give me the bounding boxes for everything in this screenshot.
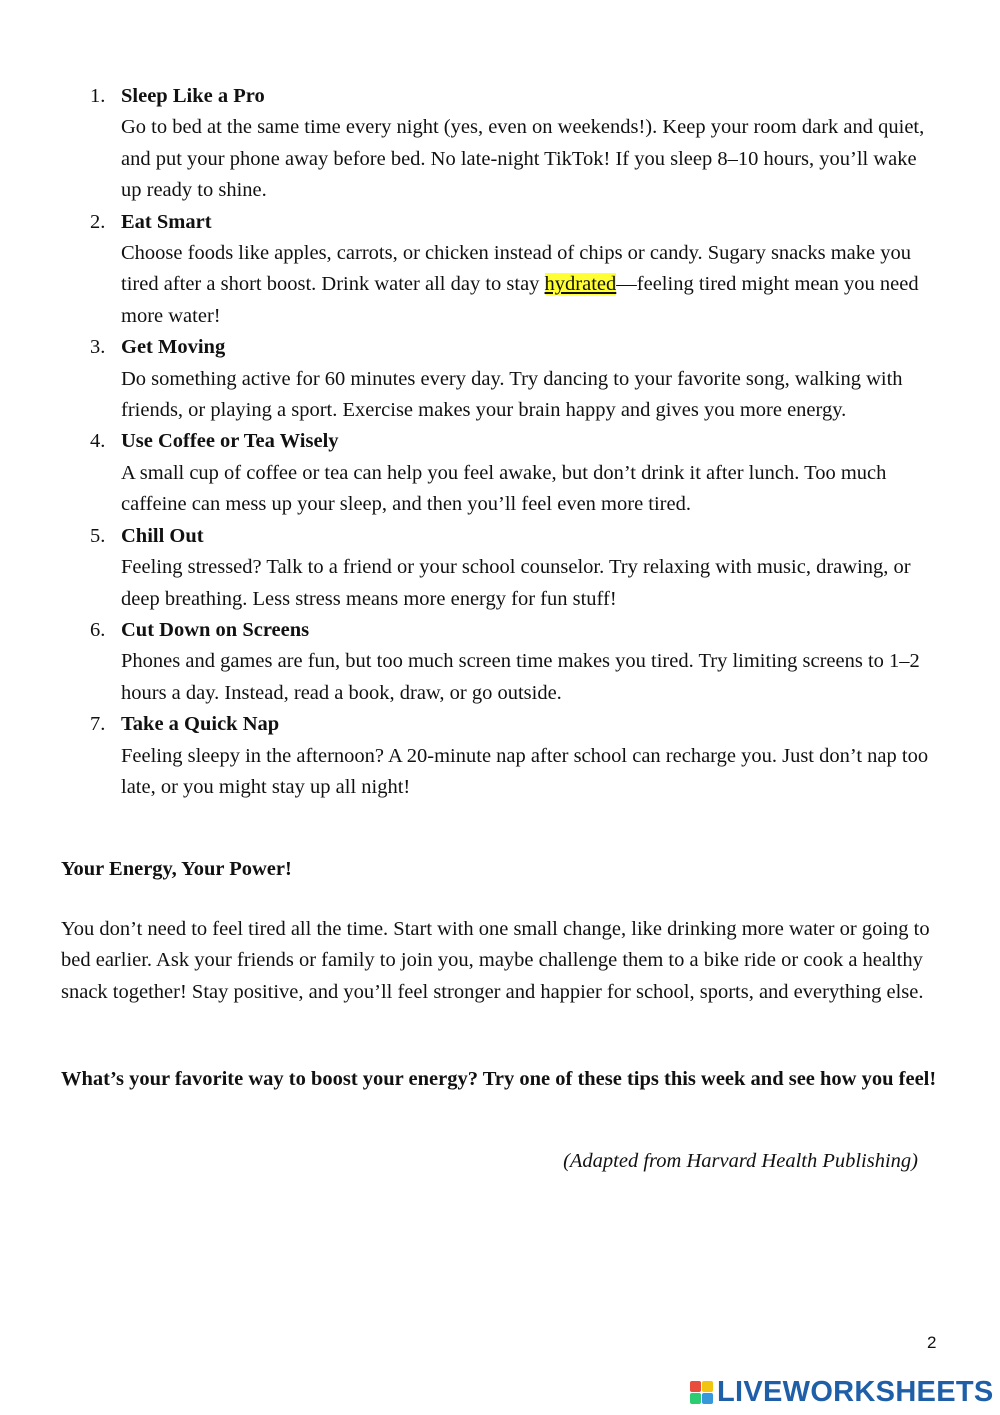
tip-item — [0, 426, 941, 520]
tip-item — [0, 81, 941, 207]
tip-number: 7. — [90, 713, 106, 736]
tip-item — [0, 207, 941, 333]
tip-item — [0, 709, 941, 803]
mark-square — [702, 1393, 713, 1404]
tip-number: 4. — [90, 430, 106, 453]
page-number: 2 — [927, 1333, 937, 1352]
mark-square — [690, 1381, 701, 1392]
tip-title: Sleep Like a Pro — [121, 85, 265, 107]
tip-title: Cut Down on Screens — [121, 618, 310, 641]
tip-body-text: —feeling tired might mean you need more water! — [121, 273, 919, 327]
tip-body-text: Choose foods like apples, carrots, or chicken instead of chips or candy. Sugary snacks make you tired after a short boost. Drink water all day to stay — [121, 242, 911, 296]
tip-title: Chill Out — [121, 524, 204, 547]
tip-number: 2. — [90, 210, 106, 233]
liveworksheets-mark-icon — [690, 1381, 713, 1404]
mark-square — [690, 1393, 701, 1404]
tip-body: A small cup of coffee or tea can help you feel awake, but don’t drink it after lunch. Too much caffeine can mess up your sleep, and then you’ll feel even more tired. — [121, 461, 887, 516]
tip-number: 3. — [90, 336, 106, 359]
body-paragraph: You don’t need to feel tired all the time. Start with one small change, like drinking more water or going to bed earlier. Ask your friends or family to join you, maybe challenge them to a bike ride or cook a healthy snack together! Stay positive, and you’ll feel stronger and happier for school, sports, and everything else. — [61, 918, 930, 1003]
attribution: (Adapted from Harvard Health Publishing) — [563, 1150, 918, 1172]
tip-item — [0, 615, 941, 709]
tips-list — [0, 81, 1000, 803]
section-heading: Your Energy, Your Power! — [61, 858, 292, 880]
mark-square — [702, 1381, 713, 1392]
tip-body — [121, 238, 941, 332]
tip-title: Take a Quick Nap — [121, 713, 280, 736]
tip-title: Get Moving — [121, 336, 226, 359]
tip-item — [0, 521, 941, 615]
tip-body: Feeling stressed? Talk to a friend or your school counselor. Try relaxing with music, drawing, or deep breathing. Less stress means more energy for fun stuff! — [121, 556, 911, 610]
tip-number: 6. — [90, 618, 106, 641]
tip-body: Phones and games are fun, but too much screen time makes you tired. Try limiting screens to 1–2 hours a day. Instead, read a book, draw, or go outside. — [121, 650, 920, 704]
brand-name: LIVEWORKSHEETS — [717, 1375, 994, 1408]
tip-item — [0, 332, 941, 426]
call-to-action: What’s your favorite way to boost your energy? Try one of these tips this week and see how you feel! — [61, 1068, 937, 1090]
tip-number: 5. — [90, 524, 106, 547]
tip-number: 1. — [90, 85, 106, 107]
liveworksheets-logo[interactable] — [690, 1372, 994, 1412]
tip-body: Go to bed at the same time every night (yes, even on weekends!). Keep your room dark and quiet, and put your phone away before bed. No late-night TikTok! If you sleep 8–10 hours, you’ll wake up ready to shine. — [121, 116, 925, 202]
highlighted-word[interactable]: hydrated — [544, 273, 617, 296]
tip-body: Feeling sleepy in the afternoon? A 20-minute nap after school can recharge you. Just don’t nap too late, or you might stay up all night! — [121, 744, 929, 798]
tip-title: Use Coffee or Tea Wisely — [121, 430, 339, 453]
tip-title: Eat Smart — [121, 210, 212, 233]
tip-body: Do something active for 60 minutes every day. Try dancing to your favorite song, walking with friends, or playing a sport. Exercise makes your brain happy and gives you more energy. — [121, 367, 903, 422]
